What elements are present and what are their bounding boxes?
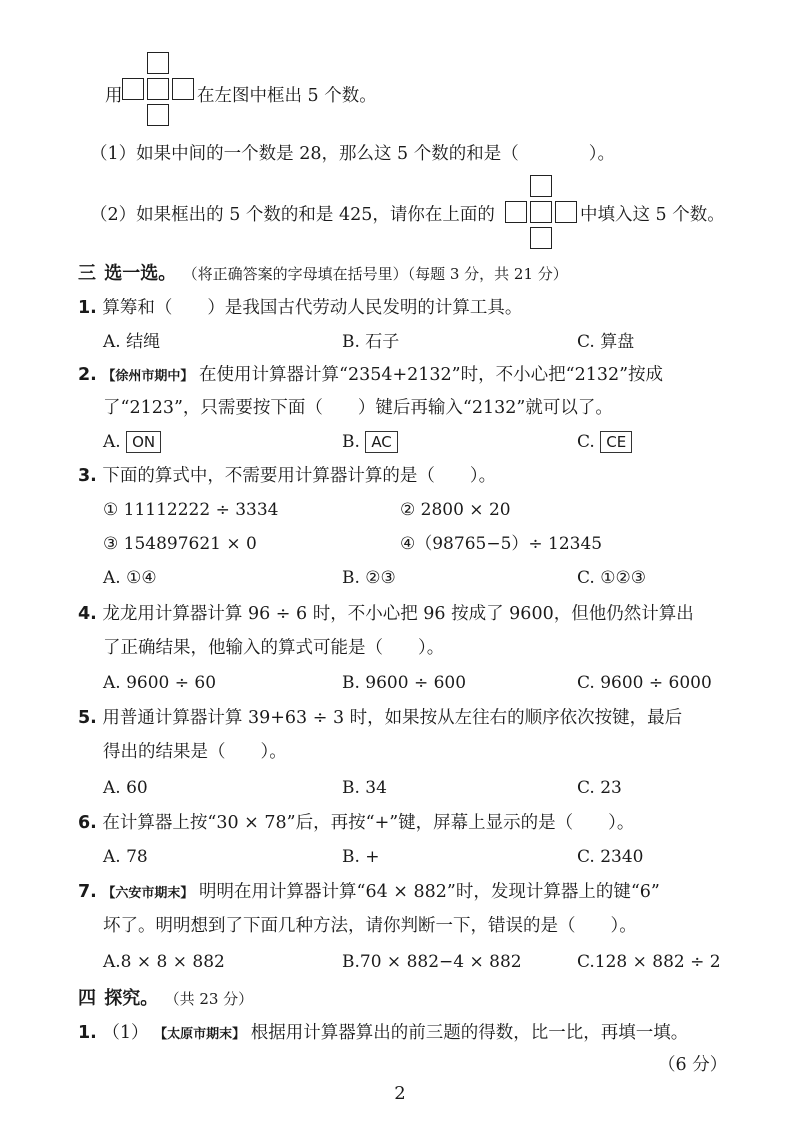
q6-option-b[interactable]: B. + <box>342 847 380 867</box>
section-4-heading <box>78 987 253 1011</box>
q1-stem <box>78 296 522 320</box>
section-4-badge: 四 <box>78 988 96 1009</box>
q3-option-b[interactable]: B. ②③ <box>342 568 396 588</box>
q2-option-c-letter: C. <box>577 432 595 452</box>
q4-number: 4. <box>78 604 97 624</box>
intro-suffix: 在左图中框出 5 个数。 <box>197 86 377 106</box>
q4-stem <box>78 602 694 626</box>
ac-key: AC <box>365 431 397 453</box>
q7-text-line1: 明明在用计算器计算“64 × 882”时，发现计算器上的键“6” <box>199 882 660 902</box>
q2-number: 2. <box>78 365 97 385</box>
q2-option-b-letter: B. <box>342 432 360 452</box>
section-4-title: 探究。 <box>104 988 159 1009</box>
q5-text-line1: 用普通计算器计算 39+63 ÷ 3 时，如果按从左往右的顺序依次按键，最后 <box>102 708 683 728</box>
q8-source-tag: 【太原市期末】 <box>154 1027 246 1042</box>
q6-text: 在计算器上按“30 × 78”后，再按“+”键，屏幕上显示的是（ ）。 <box>102 813 635 833</box>
intro-prefix: 用 <box>105 86 123 106</box>
q1-option-a[interactable]: A. 结绳 <box>103 332 161 352</box>
q2-text-line1: 在使用计算器计算“2354+2132”时，不小心把“2132”按成 <box>199 365 664 385</box>
part2-prefix: （2）如果框出的 5 个数的和是 425，请你在上面的 <box>90 205 495 225</box>
q8-score: （6 分） <box>658 1055 728 1075</box>
q2-text-line2: 了“2123”，只需要按下面（ ）键后再输入“2132”就可以了。 <box>103 398 613 418</box>
q5-stem <box>78 706 682 730</box>
part2-suffix: 中填入这 5 个数。 <box>580 205 725 225</box>
q7-option-b[interactable]: B.70 × 882−4 × 882 <box>342 952 522 972</box>
q4-text-line1: 龙龙用计算器计算 96 ÷ 6 时，不小心把 96 按成了 9600，但他仍然计算出 <box>102 604 694 624</box>
q3-text: 下面的算式中，不需要用计算器计算的是（ ）。 <box>102 466 497 486</box>
q3-number: 3. <box>78 466 97 486</box>
q4-option-b[interactable]: B. 9600 ÷ 600 <box>342 673 467 693</box>
q7-source-tag: 【六安市期末】 <box>102 886 194 901</box>
q8-stem <box>78 1021 688 1047</box>
q3-option-a[interactable]: A. ①④ <box>103 568 157 588</box>
section-4-note: （共 23 分） <box>164 990 254 1008</box>
section-3-note: （将正确答案的字母填在括号里）（每题 3 分，共 21 分） <box>182 265 568 283</box>
q2-option-c[interactable] <box>577 430 632 454</box>
q6-stem <box>78 811 634 835</box>
q8-text: 根据用计算器算出的前三题的得数，比一比，再填一填。 <box>250 1023 689 1043</box>
q7-option-c[interactable]: C.128 × 882 ÷ 2 <box>577 952 721 972</box>
cross-shape-answer[interactable] <box>505 175 577 251</box>
q7-stem <box>78 880 660 906</box>
on-key: ON <box>126 431 161 453</box>
q3-stem <box>78 464 496 488</box>
q3-expression-1: ① 11112222 ÷ 3334 <box>103 500 279 520</box>
q4-option-c[interactable]: C. 9600 ÷ 6000 <box>577 673 712 693</box>
part1-question: （1）如果中间的一个数是 28，那么这 5 个数的和是（ ）。 <box>90 144 615 164</box>
q8-number: 1. <box>78 1023 97 1043</box>
q3-option-c[interactable]: C. ①②③ <box>577 568 646 588</box>
q1-number: 1. <box>78 298 97 318</box>
q1-option-b[interactable]: B. 石子 <box>342 332 400 352</box>
q4-text-line2: 了正确结果，他输入的算式可能是（ ）。 <box>103 638 445 658</box>
q3-expression-2: ② 2800 × 20 <box>400 500 511 520</box>
q3-expression-4: ④（98765−5）÷ 12345 <box>400 534 603 554</box>
q2-option-a[interactable] <box>103 430 161 454</box>
q3-expression-3: ③ 154897621 × 0 <box>103 534 257 554</box>
q6-option-c[interactable]: C. 2340 <box>577 847 644 867</box>
q6-option-a[interactable]: A. 78 <box>103 847 148 867</box>
q2-option-a-letter: A. <box>103 432 121 452</box>
q6-number: 6. <box>78 813 97 833</box>
q5-number: 5. <box>78 708 97 728</box>
q5-option-c[interactable]: C. 23 <box>577 778 622 798</box>
q2-stem <box>78 363 663 389</box>
q5-option-a[interactable]: A. 60 <box>103 778 148 798</box>
cross-shape-grid <box>122 52 194 128</box>
q7-number: 7. <box>78 882 97 902</box>
q5-text-line2: 得出的结果是（ ）。 <box>103 742 287 762</box>
page-number: 2 <box>394 1083 406 1104</box>
q2-option-b[interactable] <box>342 430 398 454</box>
q7-text-line2: 坏了。明明想到了下面几种方法，请你判断一下，错误的是（ ）。 <box>103 916 637 936</box>
q1-option-c[interactable]: C. 算盘 <box>577 332 635 352</box>
q5-option-b[interactable]: B. 34 <box>342 778 387 798</box>
section-3-badge: 三 <box>78 263 96 284</box>
q8-sub: （1） <box>102 1023 149 1043</box>
q7-option-a[interactable]: A.8 × 8 × 882 <box>103 952 225 972</box>
q2-source-tag: 【徐州市期中】 <box>102 369 194 384</box>
q4-option-a[interactable]: A. 9600 ÷ 60 <box>103 673 217 693</box>
section-3-title: 选一选。 <box>104 263 177 284</box>
ce-key: CE <box>600 431 632 453</box>
q1-text: 算筹和（ ）是我国古代劳动人民发明的计算工具。 <box>102 298 523 318</box>
section-3-heading <box>78 262 568 286</box>
